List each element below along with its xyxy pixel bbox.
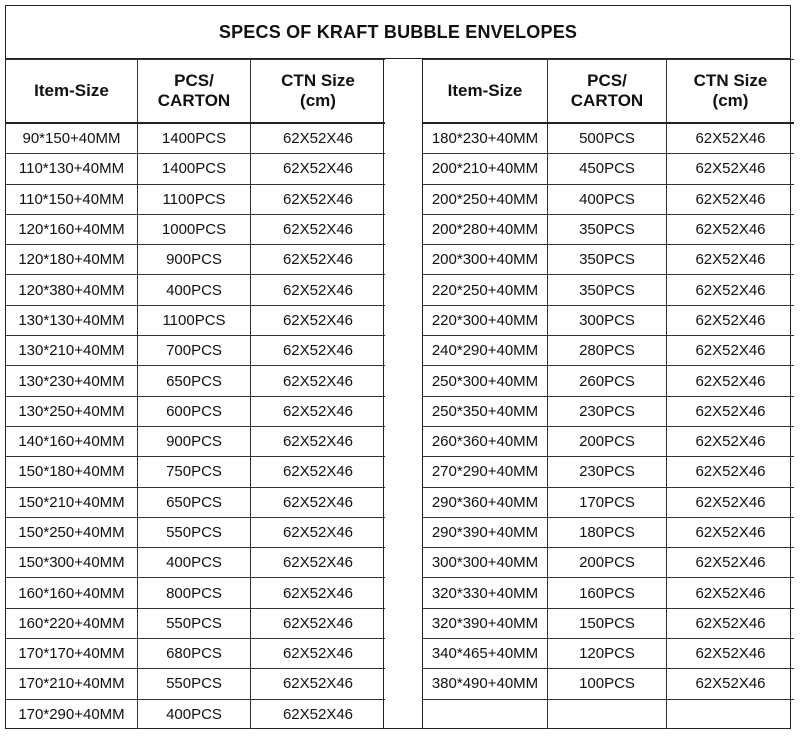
item-size-cell: 130*210+40MM (6, 336, 138, 366)
header-pcs-line1: PCS/ (174, 71, 214, 90)
item-size-cell: 90*150+40MM (6, 123, 138, 154)
ctn-size-cell: 62X52X46 (667, 487, 795, 517)
pcs-carton-cell: 280PCS (548, 336, 667, 366)
pcs-carton-cell: 200PCS (548, 548, 667, 578)
pcs-carton-cell: 900PCS (138, 426, 251, 456)
header-ctn-line2: (cm) (712, 91, 749, 110)
item-size-cell: 220*250+40MM (423, 275, 548, 305)
ctn-size-cell: 62X52X46 (251, 184, 386, 214)
table-row (6, 487, 385, 517)
ctn-size-cell: 62X52X46 (251, 578, 386, 608)
item-size-cell: 320*390+40MM (423, 608, 548, 638)
pcs-carton-cell: 680PCS (138, 639, 251, 669)
table-row (423, 578, 794, 608)
ctn-size-cell: 62X52X46 (251, 517, 386, 547)
item-size-cell: 170*170+40MM (6, 639, 138, 669)
pcs-carton-cell: 150PCS (548, 608, 667, 638)
table-row (6, 184, 385, 214)
spec-table-right-body (423, 123, 794, 729)
ctn-size-cell: 62X52X46 (667, 336, 795, 366)
pcs-carton-cell: 400PCS (138, 699, 251, 729)
table-row (6, 548, 385, 578)
ctn-size-cell: 62X52X46 (251, 639, 386, 669)
ctn-size-cell: 62X52X46 (251, 366, 386, 396)
table-row (6, 608, 385, 638)
ctn-size-cell: 62X52X46 (251, 275, 386, 305)
table-row (6, 396, 385, 426)
pcs-carton-cell: 450PCS (548, 154, 667, 184)
ctn-size-cell: 62X52X46 (667, 608, 795, 638)
pcs-carton-cell: 750PCS (138, 457, 251, 487)
sheet-title: SPECS OF KRAFT BUBBLE ENVELOPES (6, 6, 790, 59)
pcs-carton-cell: 500PCS (548, 123, 667, 154)
table-row (6, 639, 385, 669)
item-size-cell: 110*130+40MM (6, 154, 138, 184)
item-size-cell: 200*280+40MM (423, 214, 548, 244)
table-row (423, 669, 794, 699)
item-size-cell: 200*300+40MM (423, 245, 548, 275)
pcs-carton-cell: 900PCS (138, 245, 251, 275)
ctn-size-cell: 62X52X46 (667, 366, 795, 396)
ctn-size-cell: 62X52X46 (667, 154, 795, 184)
pcs-carton-cell: 600PCS (138, 396, 251, 426)
spec-sheet (5, 5, 791, 729)
pcs-carton-cell: 800PCS (138, 578, 251, 608)
pcs-carton-cell: 1400PCS (138, 123, 251, 154)
item-size-cell: 170*210+40MM (6, 669, 138, 699)
pcs-carton-cell: 230PCS (548, 396, 667, 426)
table-row (423, 245, 794, 275)
pcs-carton-cell: 160PCS (548, 578, 667, 608)
ctn-size-cell: 62X52X46 (251, 214, 386, 244)
ctn-size-cell: 62X52X46 (667, 396, 795, 426)
pcs-carton-cell: 120PCS (548, 639, 667, 669)
header-pcs-carton (138, 60, 251, 124)
pcs-carton-cell: 230PCS (548, 457, 667, 487)
item-size-cell: 150*210+40MM (6, 487, 138, 517)
item-size-cell: 180*230+40MM (423, 123, 548, 154)
ctn-size-cell: 62X52X46 (251, 123, 386, 154)
header-pcs-carton (548, 60, 667, 124)
header-row (423, 60, 794, 124)
item-size-cell: 130*230+40MM (6, 366, 138, 396)
table-row (6, 366, 385, 396)
header-ctn-size (667, 60, 795, 124)
table-row (423, 487, 794, 517)
table-row (6, 154, 385, 184)
item-size-cell: 290*390+40MM (423, 517, 548, 547)
spec-tables (6, 59, 790, 729)
table-row (6, 305, 385, 335)
ctn-size-cell: 62X52X46 (667, 426, 795, 456)
table-row (6, 245, 385, 275)
ctn-size-cell: 62X52X46 (251, 608, 386, 638)
ctn-size-cell: 62X52X46 (251, 426, 386, 456)
pcs-carton-cell: 100PCS (548, 669, 667, 699)
pcs-carton-cell: 300PCS (548, 305, 667, 335)
ctn-size-cell: 62X52X46 (251, 245, 386, 275)
ctn-size-cell: 62X52X46 (667, 457, 795, 487)
pcs-carton-cell: 400PCS (138, 275, 251, 305)
item-size-cell: 320*330+40MM (423, 578, 548, 608)
item-size-cell: 200*250+40MM (423, 184, 548, 214)
pcs-carton-cell: 700PCS (138, 336, 251, 366)
table-row (6, 336, 385, 366)
table-row (423, 426, 794, 456)
pcs-carton-cell: 350PCS (548, 245, 667, 275)
item-size-cell: 220*300+40MM (423, 305, 548, 335)
ctn-size-cell: 62X52X46 (251, 396, 386, 426)
header-ctn-line1: CTN Size (693, 71, 768, 90)
ctn-size-cell: 62X52X46 (667, 578, 795, 608)
header-pcs-line1: PCS/ (587, 71, 627, 90)
item-size-cell: 260*360+40MM (423, 426, 548, 456)
header-ctn-line2: (cm) (300, 91, 336, 110)
header-item-size-text: Item-Size (34, 81, 109, 100)
ctn-size-cell: 62X52X46 (251, 487, 386, 517)
ctn-size-cell: 62X52X46 (251, 699, 386, 729)
item-size-cell: 300*300+40MM (423, 548, 548, 578)
pcs-carton-cell: 260PCS (548, 366, 667, 396)
item-size-cell: 120*160+40MM (6, 214, 138, 244)
table-row (423, 457, 794, 487)
pcs-carton-cell: 180PCS (548, 517, 667, 547)
table-row (423, 517, 794, 547)
item-size-cell: 140*160+40MM (6, 426, 138, 456)
header-pcs-line2: CARTON (157, 91, 231, 110)
item-size-cell: 250*350+40MM (423, 396, 548, 426)
ctn-size-cell: 62X52X46 (667, 123, 795, 154)
ctn-size-cell: 62X52X46 (667, 184, 795, 214)
table-row (6, 275, 385, 305)
ctn-size-cell: 62X52X46 (251, 336, 386, 366)
table-row (423, 639, 794, 669)
table-row (6, 669, 385, 699)
header-item-size-text: Item-Size (447, 81, 523, 100)
pcs-carton-cell: 350PCS (548, 214, 667, 244)
ctn-size-cell: 62X52X46 (667, 639, 795, 669)
item-size-cell: 150*300+40MM (6, 548, 138, 578)
table-row (423, 184, 794, 214)
table-row (423, 214, 794, 244)
ctn-size-cell: 62X52X46 (251, 305, 386, 335)
pcs-carton-cell: 1000PCS (138, 214, 251, 244)
ctn-size-cell: 62X52X46 (667, 305, 795, 335)
table-row (423, 608, 794, 638)
pcs-carton-cell: 350PCS (548, 275, 667, 305)
item-size-cell: 270*290+40MM (423, 457, 548, 487)
pcs-carton-cell: 1100PCS (138, 184, 251, 214)
table-row (6, 517, 385, 547)
pcs-carton-cell: 1100PCS (138, 305, 251, 335)
table-row (423, 275, 794, 305)
item-size-cell: 290*360+40MM (423, 487, 548, 517)
header-ctn-line1: CTN Size (281, 71, 355, 90)
ctn-size-cell (667, 699, 795, 729)
item-size-cell: 150*250+40MM (6, 517, 138, 547)
table-row (6, 426, 385, 456)
header-item-size (423, 60, 548, 124)
ctn-size-cell: 62X52X46 (251, 154, 386, 184)
table-row (6, 123, 385, 154)
pcs-carton-cell: 400PCS (548, 184, 667, 214)
ctn-size-cell: 62X52X46 (667, 669, 795, 699)
table-row (423, 336, 794, 366)
pcs-carton-cell: 400PCS (138, 548, 251, 578)
table-row (423, 123, 794, 154)
table-row (6, 699, 385, 729)
header-pcs-line2: CARTON (570, 91, 644, 110)
ctn-size-cell: 62X52X46 (667, 245, 795, 275)
item-size-cell: 340*465+40MM (423, 639, 548, 669)
table-row (423, 305, 794, 335)
table-row (423, 396, 794, 426)
item-size-cell: 120*380+40MM (6, 275, 138, 305)
pcs-carton-cell: 650PCS (138, 366, 251, 396)
item-size-cell: 240*290+40MM (423, 336, 548, 366)
table-row (423, 548, 794, 578)
item-size-cell: 130*250+40MM (6, 396, 138, 426)
item-size-cell: 170*290+40MM (6, 699, 138, 729)
item-size-cell: 160*160+40MM (6, 578, 138, 608)
pcs-carton-cell (548, 699, 667, 729)
header-item-size (6, 60, 138, 124)
item-size-cell: 130*130+40MM (6, 305, 138, 335)
table-row (6, 214, 385, 244)
pcs-carton-cell: 550PCS (138, 517, 251, 547)
spec-table-left-body (6, 123, 385, 729)
ctn-size-cell: 62X52X46 (667, 548, 795, 578)
ctn-size-cell: 62X52X46 (667, 275, 795, 305)
item-size-cell: 110*150+40MM (6, 184, 138, 214)
ctn-size-cell: 62X52X46 (251, 457, 386, 487)
pcs-carton-cell: 550PCS (138, 669, 251, 699)
header-ctn-size (251, 60, 386, 124)
table-row (423, 366, 794, 396)
pcs-carton-cell: 170PCS (548, 487, 667, 517)
pcs-carton-cell: 1400PCS (138, 154, 251, 184)
item-size-cell: 380*490+40MM (423, 669, 548, 699)
item-size-cell: 120*180+40MM (6, 245, 138, 275)
header-row (6, 60, 385, 124)
item-size-cell: 250*300+40MM (423, 366, 548, 396)
ctn-size-cell: 62X52X46 (667, 214, 795, 244)
column-gap (383, 59, 423, 729)
ctn-size-cell: 62X52X46 (667, 517, 795, 547)
table-row (6, 457, 385, 487)
item-size-cell: 160*220+40MM (6, 608, 138, 638)
item-size-cell: 150*180+40MM (6, 457, 138, 487)
spec-table-right (423, 59, 794, 729)
ctn-size-cell: 62X52X46 (251, 669, 386, 699)
spec-table-left (6, 59, 385, 729)
table-row (6, 578, 385, 608)
item-size-cell (423, 699, 548, 729)
table-row (423, 154, 794, 184)
item-size-cell: 200*210+40MM (423, 154, 548, 184)
table-row (423, 699, 794, 729)
pcs-carton-cell: 550PCS (138, 608, 251, 638)
pcs-carton-cell: 650PCS (138, 487, 251, 517)
pcs-carton-cell: 200PCS (548, 426, 667, 456)
ctn-size-cell: 62X52X46 (251, 548, 386, 578)
